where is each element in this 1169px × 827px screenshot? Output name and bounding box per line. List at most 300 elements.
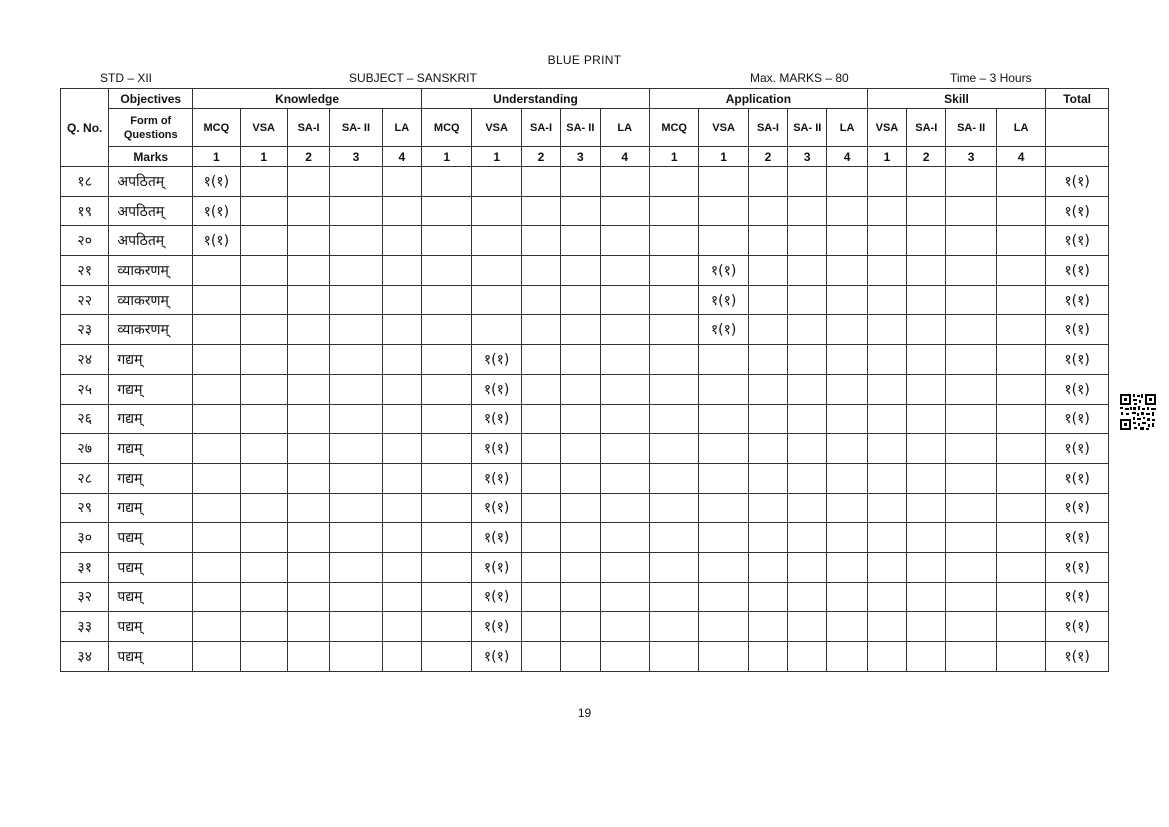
marks-cell (521, 552, 560, 582)
objectives-header: Objectives (109, 89, 193, 109)
marks-cell (330, 167, 382, 197)
table-row (61, 434, 1109, 464)
form-header-cell: SA- II (561, 109, 600, 147)
marks-cell: १(१) (699, 285, 748, 315)
marks-cell (193, 552, 240, 582)
form-header-cell: VSA (472, 109, 521, 147)
marks-cell (946, 374, 996, 404)
marks-cell (996, 345, 1045, 375)
marks-cell (867, 434, 906, 464)
marks-cell (649, 167, 698, 197)
marks-cell (240, 463, 287, 493)
marks-cell (827, 345, 867, 375)
question-number: ३२ (61, 582, 109, 612)
marks-cell (287, 285, 329, 315)
marks-cell (699, 167, 748, 197)
question-number: २० (61, 226, 109, 256)
marks-cell (521, 345, 560, 375)
marks-cell (600, 226, 649, 256)
marks-cell (422, 552, 472, 582)
marks-cell (193, 523, 240, 553)
marks-cell (521, 167, 560, 197)
marks-cell (240, 196, 287, 226)
marks-cell (240, 552, 287, 582)
table-row (61, 404, 1109, 434)
marks-header: Marks (109, 147, 193, 167)
question-number: २९ (61, 493, 109, 523)
objective-cell: अपठितम् (109, 196, 193, 226)
marks-cell (867, 285, 906, 315)
objective-cell: पद्यम् (109, 642, 193, 672)
table-row (61, 493, 1109, 523)
marks-cell (996, 463, 1045, 493)
marks-cell (422, 285, 472, 315)
marks-cell (907, 642, 946, 672)
marks-cell (521, 642, 560, 672)
marks-header-cell: 3 (561, 147, 600, 167)
marks-cell (561, 463, 600, 493)
marks-cell (827, 315, 867, 345)
marks-cell (946, 582, 996, 612)
marks-cell (748, 285, 787, 315)
marks-cell (649, 226, 698, 256)
marks-cell (788, 582, 827, 612)
marks-cell (600, 552, 649, 582)
marks-cell (748, 582, 787, 612)
marks-cell (422, 374, 472, 404)
marks-cell (996, 196, 1045, 226)
total-cell: १(१) (1046, 612, 1109, 642)
marks-cell (600, 256, 649, 286)
marks-cell (521, 463, 560, 493)
marks-cell (827, 404, 867, 434)
table-row (61, 226, 1109, 256)
marks-cell (996, 582, 1045, 612)
marks-cell (996, 374, 1045, 404)
marks-cell (788, 642, 827, 672)
marks-cell (907, 315, 946, 345)
marks-cell (287, 493, 329, 523)
marks-cell (748, 167, 787, 197)
objective-cell: पद्यम् (109, 552, 193, 582)
form-header-cell: MCQ (193, 109, 240, 147)
marks-cell (867, 167, 906, 197)
marks-cell (193, 463, 240, 493)
marks-cell (946, 256, 996, 286)
marks-cell (907, 463, 946, 493)
marks-cell (330, 256, 382, 286)
marks-cell (748, 196, 787, 226)
total-cell: १(१) (1046, 374, 1109, 404)
marks-cell (649, 285, 698, 315)
marks-cell (382, 285, 421, 315)
marks-cell (946, 226, 996, 256)
marks-cell (521, 404, 560, 434)
marks-cell (788, 315, 827, 345)
total-cell: १(१) (1046, 434, 1109, 464)
question-number: २६ (61, 404, 109, 434)
marks-cell (561, 374, 600, 404)
marks-cell (600, 374, 649, 404)
marks-cell (788, 434, 827, 464)
marks-cell (907, 523, 946, 553)
marks-cell (600, 493, 649, 523)
marks-cell (867, 374, 906, 404)
marks-cell (827, 434, 867, 464)
marks-header-cell: 2 (907, 147, 946, 167)
marks-cell (946, 463, 996, 493)
marks-cell (748, 523, 787, 553)
marks-cell (907, 167, 946, 197)
marks-header-cell: 4 (600, 147, 649, 167)
marks-cell (330, 345, 382, 375)
marks-cell: १(१) (193, 167, 240, 197)
marks-cell (287, 404, 329, 434)
marks-cell (561, 493, 600, 523)
question-number: ३१ (61, 552, 109, 582)
marks-cell (382, 167, 421, 197)
form-of-questions-header: Form of Questions (109, 109, 193, 147)
marks-cell (600, 315, 649, 345)
total-header: Total (1046, 89, 1109, 109)
marks-cell (699, 374, 748, 404)
form-header-cell: LA (382, 109, 421, 147)
marks-cell (699, 642, 748, 672)
marks-cell (382, 612, 421, 642)
marks-cell (699, 523, 748, 553)
objective-cell: गद्यम् (109, 404, 193, 434)
marks-cell (699, 226, 748, 256)
marks-cell (748, 256, 787, 286)
marks-cell: १(१) (472, 374, 521, 404)
marks-cell (561, 552, 600, 582)
marks-cell (193, 612, 240, 642)
total-cell: १(१) (1046, 167, 1109, 197)
marks-cell (193, 256, 240, 286)
marks-cell (649, 612, 698, 642)
marks-cell (996, 523, 1045, 553)
marks-cell: १(१) (699, 256, 748, 286)
table-row (61, 374, 1109, 404)
marks-cell (382, 404, 421, 434)
max-marks-label: Max. MARKS – 80 (750, 71, 849, 85)
marks-header-cell: 1 (472, 147, 521, 167)
marks-cell (240, 167, 287, 197)
objective-cell: गद्यम् (109, 345, 193, 375)
marks-cell (382, 256, 421, 286)
table-row (61, 256, 1109, 286)
marks-cell (472, 256, 521, 286)
marks-cell (996, 315, 1045, 345)
marks-cell (788, 552, 827, 582)
marks-cell (867, 196, 906, 226)
marks-cell (422, 345, 472, 375)
objective-cell: गद्यम् (109, 374, 193, 404)
marks-cell (748, 642, 787, 672)
marks-cell (907, 345, 946, 375)
marks-cell (330, 493, 382, 523)
marks-cell (240, 582, 287, 612)
form-header-cell: SA- II (330, 109, 382, 147)
total-marks-blank (1046, 147, 1109, 167)
form-header-cell: SA-I (521, 109, 560, 147)
marks-cell (748, 315, 787, 345)
marks-cell (827, 285, 867, 315)
marks-cell: १(१) (193, 226, 240, 256)
marks-cell (996, 285, 1045, 315)
marks-cell (382, 642, 421, 672)
marks-header-cell: 4 (827, 147, 867, 167)
marks-cell (287, 582, 329, 612)
marks-cell (788, 463, 827, 493)
question-number: २८ (61, 463, 109, 493)
marks-cell (193, 582, 240, 612)
marks-header-cell: 1 (699, 147, 748, 167)
marks-cell (748, 345, 787, 375)
marks-cell: १(१) (472, 552, 521, 582)
marks-cell (827, 196, 867, 226)
marks-cell (907, 434, 946, 464)
question-number: २७ (61, 434, 109, 464)
marks-cell (561, 226, 600, 256)
marks-cell (788, 612, 827, 642)
marks-header-cell: 3 (788, 147, 827, 167)
total-cell: १(१) (1046, 345, 1109, 375)
marks-cell (649, 256, 698, 286)
form-header-cell: SA- II (946, 109, 996, 147)
marks-cell (422, 612, 472, 642)
marks-cell (788, 404, 827, 434)
marks-cell (649, 582, 698, 612)
marks-cell (827, 612, 867, 642)
marks-cell (907, 226, 946, 256)
total-header-blank (1046, 109, 1109, 147)
marks-cell (330, 226, 382, 256)
marks-cell (287, 374, 329, 404)
marks-header-cell: 2 (287, 147, 329, 167)
marks-cell (600, 345, 649, 375)
marks-cell (422, 642, 472, 672)
marks-cell (240, 226, 287, 256)
marks-cell (788, 345, 827, 375)
time-label: Time – 3 Hours (950, 71, 1032, 85)
objective-cell: पद्यम् (109, 612, 193, 642)
marks-cell (330, 285, 382, 315)
objective-cell: पद्यम् (109, 523, 193, 553)
marks-cell (867, 582, 906, 612)
group-header-understanding: Understanding (422, 89, 650, 109)
marks-cell (946, 167, 996, 197)
total-cell: १(१) (1046, 404, 1109, 434)
form-header-cell: LA (600, 109, 649, 147)
marks-header-cell: 1 (422, 147, 472, 167)
marks-cell (561, 345, 600, 375)
marks-cell (422, 315, 472, 345)
table-row (61, 612, 1109, 642)
marks-cell (287, 552, 329, 582)
marks-cell (946, 315, 996, 345)
marks-cell (996, 434, 1045, 464)
table-row (61, 315, 1109, 345)
marks-cell (907, 256, 946, 286)
form-header-cell: SA-I (287, 109, 329, 147)
marks-cell (422, 463, 472, 493)
marks-cell (240, 345, 287, 375)
subject-label: SUBJECT – SANSKRIT (349, 71, 477, 85)
table-row (61, 642, 1109, 672)
marks-cell (472, 226, 521, 256)
marks-cell (422, 493, 472, 523)
marks-cell (867, 523, 906, 553)
marks-cell (867, 345, 906, 375)
marks-cell (788, 167, 827, 197)
marks-cell (748, 463, 787, 493)
total-cell: १(१) (1046, 256, 1109, 286)
marks-cell (600, 434, 649, 464)
marks-cell (330, 315, 382, 345)
marks-cell (788, 256, 827, 286)
marks-cell (907, 493, 946, 523)
marks-cell: १(१) (472, 345, 521, 375)
marks-cell (382, 434, 421, 464)
marks-cell (748, 404, 787, 434)
marks-cell (827, 374, 867, 404)
marks-cell (946, 523, 996, 553)
marks-cell (472, 315, 521, 345)
question-number: २२ (61, 285, 109, 315)
marks-cell (996, 552, 1045, 582)
marks-cell (649, 434, 698, 464)
marks-cell (748, 434, 787, 464)
table-row (61, 345, 1109, 375)
marks-cell (561, 167, 600, 197)
marks-cell (382, 226, 421, 256)
question-number: २३ (61, 315, 109, 345)
form-header-cell: LA (996, 109, 1045, 147)
group-header-application: Application (649, 89, 867, 109)
total-cell: १(१) (1046, 523, 1109, 553)
marks-cell (382, 552, 421, 582)
marks-cell (867, 493, 906, 523)
marks-cell (907, 612, 946, 642)
marks-cell (600, 463, 649, 493)
std-label: STD – XII (100, 71, 153, 85)
marks-cell (996, 226, 1045, 256)
marks-cell: १(१) (472, 404, 521, 434)
marks-cell (521, 374, 560, 404)
marks-cell (946, 612, 996, 642)
marks-cell (788, 374, 827, 404)
qno-header: Q. No. (61, 89, 109, 167)
marks-cell (867, 226, 906, 256)
page-title: BLUE PRINT (547, 53, 622, 67)
marks-cell (472, 196, 521, 226)
marks-cell (649, 374, 698, 404)
marks-cell (422, 523, 472, 553)
marks-cell (422, 434, 472, 464)
marks-cell (240, 642, 287, 672)
group-header-skill: Skill (867, 89, 1045, 109)
form-header-cell: MCQ (422, 109, 472, 147)
objective-cell: गद्यम् (109, 434, 193, 464)
marks-cell (788, 523, 827, 553)
marks-cell (827, 226, 867, 256)
marks-cell: १(१) (472, 612, 521, 642)
marks-cell (561, 642, 600, 672)
marks-cell (287, 315, 329, 345)
marks-cell (521, 226, 560, 256)
total-cell: १(१) (1046, 582, 1109, 612)
marks-cell: १(१) (472, 642, 521, 672)
marks-cell (382, 315, 421, 345)
form-header-cell: LA (827, 109, 867, 147)
marks-cell (827, 463, 867, 493)
marks-cell (382, 345, 421, 375)
marks-cell (600, 167, 649, 197)
marks-cell (748, 493, 787, 523)
marks-cell (561, 256, 600, 286)
marks-cell (748, 612, 787, 642)
marks-cell (561, 582, 600, 612)
marks-cell (699, 345, 748, 375)
marks-cell (907, 552, 946, 582)
marks-cell (521, 523, 560, 553)
marks-header-cell: 1 (867, 147, 906, 167)
marks-cell (193, 374, 240, 404)
question-number: २४ (61, 345, 109, 375)
marks-cell (907, 374, 946, 404)
marks-cell (422, 256, 472, 286)
marks-cell (382, 196, 421, 226)
marks-cell (240, 285, 287, 315)
marks-cell (946, 642, 996, 672)
total-cell: १(१) (1046, 493, 1109, 523)
marks-cell (788, 493, 827, 523)
marks-header-cell: 1 (193, 147, 240, 167)
question-number: ३० (61, 523, 109, 553)
marks-cell (649, 345, 698, 375)
marks-cell (287, 463, 329, 493)
marks-cell (561, 196, 600, 226)
table-row (61, 167, 1109, 197)
header-row-forms (61, 109, 1109, 147)
marks-cell (382, 463, 421, 493)
marks-cell (699, 552, 748, 582)
marks-cell (827, 523, 867, 553)
marks-cell (827, 552, 867, 582)
marks-cell (330, 404, 382, 434)
marks-cell (649, 196, 698, 226)
marks-cell (330, 552, 382, 582)
question-number: १९ (61, 196, 109, 226)
marks-header-cell: 1 (240, 147, 287, 167)
marks-cell (827, 256, 867, 286)
marks-cell (240, 612, 287, 642)
marks-cell (521, 582, 560, 612)
table-row (61, 463, 1109, 493)
marks-cell (521, 612, 560, 642)
objective-cell: गद्यम् (109, 493, 193, 523)
marks-cell (699, 582, 748, 612)
objective-cell: अपठितम् (109, 226, 193, 256)
marks-cell (907, 404, 946, 434)
marks-cell (946, 493, 996, 523)
marks-cell (748, 552, 787, 582)
marks-cell: १(१) (472, 582, 521, 612)
marks-cell (649, 493, 698, 523)
marks-cell (946, 434, 996, 464)
total-cell: १(१) (1046, 463, 1109, 493)
